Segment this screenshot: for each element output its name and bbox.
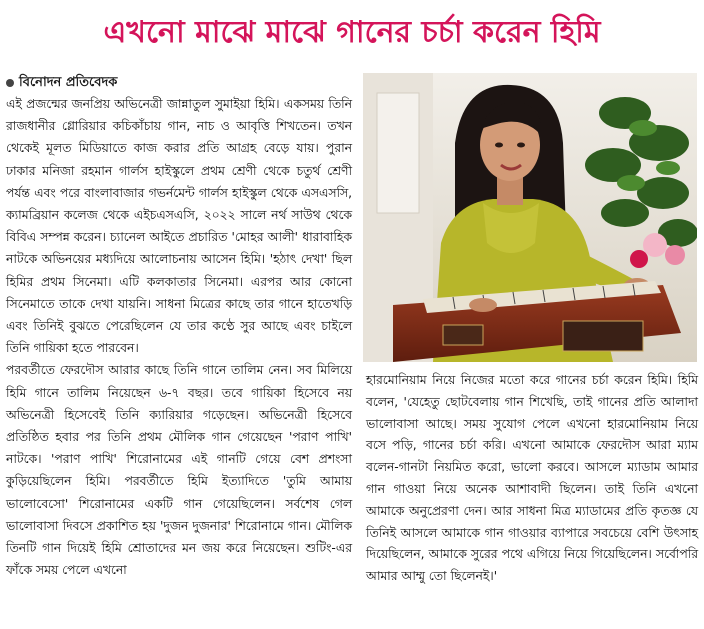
headline: এখনো মাঝে মাঝে গানের চর্চা করেন হিমি [103,15,601,50]
paragraph: পরবর্তীতে ফেরদৌস আরার কাছে তিনি গানে তালিম নেন। সব মিলিয়ে হিমি গানে তালিম নিয়েছেন ৬-৭ বছর। তবে গায়িকা হিসেবে নয় অভিনেত্রী হিসেবেই তিনি ক্যারিয়ার গড়েছেন। অভিনেত্রী হিসেবে প্রতিষ্ঠিত হবার পর তিনি প্রথম মৌলিক গান গেয়েছেন 'পরাণ পাখি' নাটকে। 'পরাণ পাখি' শিরোনামের এই গানটি গেয়ে বেশ প্রশংসা কুড়িয়েছিলেন হিমি। পরবর্তীতে হিমি ইত্যাদিতে 'তুমি আমায় ভালোবেসো' শিরোনামের একটি গান গেয়েছিলেন। সর্বশেষ গেল ভালোবাসা দিবসে প্রকাশিত হয় 'দুজন দুজনার' শিরোনামে গান। মৌলিক তিনটি গান দিয়েই হিমি শ্রোতাদের মন জয় করে নিয়েছেন। শুটিং-এর ফাঁকে সময় পেলে এখনো [6,363,352,578]
bullet-icon [6,79,14,87]
woman-in-yellow-dress-playing-harmonium-icon [363,73,697,362]
article-photo [363,73,697,362]
byline [6,73,117,94]
byline-text: বিনোদন প্রতিবেদক [19,75,118,90]
paragraph: এই প্রজন্মের জনপ্রিয় অভিনেত্রী জান্নাতুল সুমাইয়া হিমি। একসময় তিনি রাজধানীর গ্লোরিয়ার কচিকাঁচায় গান, নাচ ও আবৃত্তি শিখতেন। তখন থেকেই মূলত মিডিয়াতে কাজ করার প্রতি আগ্রহ বেড়ে যায়। পুরান ঢাকার মনিজা রহমান গার্লস হাইস্কুলে প্রথম শ্রেণী থেকে চতুর্থ শ্রেণী পর্যন্ত এবং পরে বাংলাবাজার গভর্নমেন্ট গার্লস হাইস্কুল থেকে এসএসসি, ক্যামব্রিয়ান কলেজ থেকে এইচএসএসি, ২০২২ সালে নর্থ সাউথ থেকে বিবিএ সম্পন্ন করেন। চ্যানেল আইতে প্রচারিত 'মোহর আলী' ধারাবাহিক নাটকে অভিনয়ের মধ্যদিয়ে আলোচনায় আসেন হিমি। 'হঠাৎ দেখা' ছিল হিমির প্রথম সিনেমা। এটি কলকাতার সিনেমা। এরপর আর কোনো সিনেমাতে তাকে দেখা যায়নি। সাধনা মিত্রের কাছে তার গানে হাতেখড়ি এবং তিনিই বুঝতে পেরেছিলেন যে তার কণ্ঠে সুর আছে এবং চাইলে তিনি গায়িকা হতে পারবেন। [6,97,352,356]
paragraph: হারমোনিয়াম নিয়ে নিজের মতো করে গানের চর্চা করেন হিমি। হিমি বলেন, 'যেহেতু ছোটবেলায় গান শিখেছি, তাই গানের প্রতি আলাদা ভালোবাসা আছে। সময় সুযোগ পেলে এখনো হারমোনিয়াম নিয়ে বসে পড়ি, গানের চর্চা করি। এখনো আমাকে ফেরদৌস আরা ম্যাম বলেন-গানটা নিয়মিত করো, ভালো করবে। আসলে ম্যাডাম আমার গান গাওয়া নিয়ে অনেক আশাবাদী ছিলেন। তাই তিনি এখনো আমাকে অনুপ্রেরণা দেন। আর সাধনা মিত্র ম্যাডামের প্রতি কৃতজ্ঞ যে তিনিই আসলে আমাকে গান গাওয়ার ব্যাপারে সবচেয়ে বেশি উৎসাহ দিয়েছিলেন, আমাকে সুরের পথে এগিয়ে নিয়ে গিয়েছিলেন। সর্বোপরি আমার আম্মু তো ছিলেনই।' [366,373,698,584]
article-column-left [6,93,352,581]
article-column-right [366,370,698,588]
